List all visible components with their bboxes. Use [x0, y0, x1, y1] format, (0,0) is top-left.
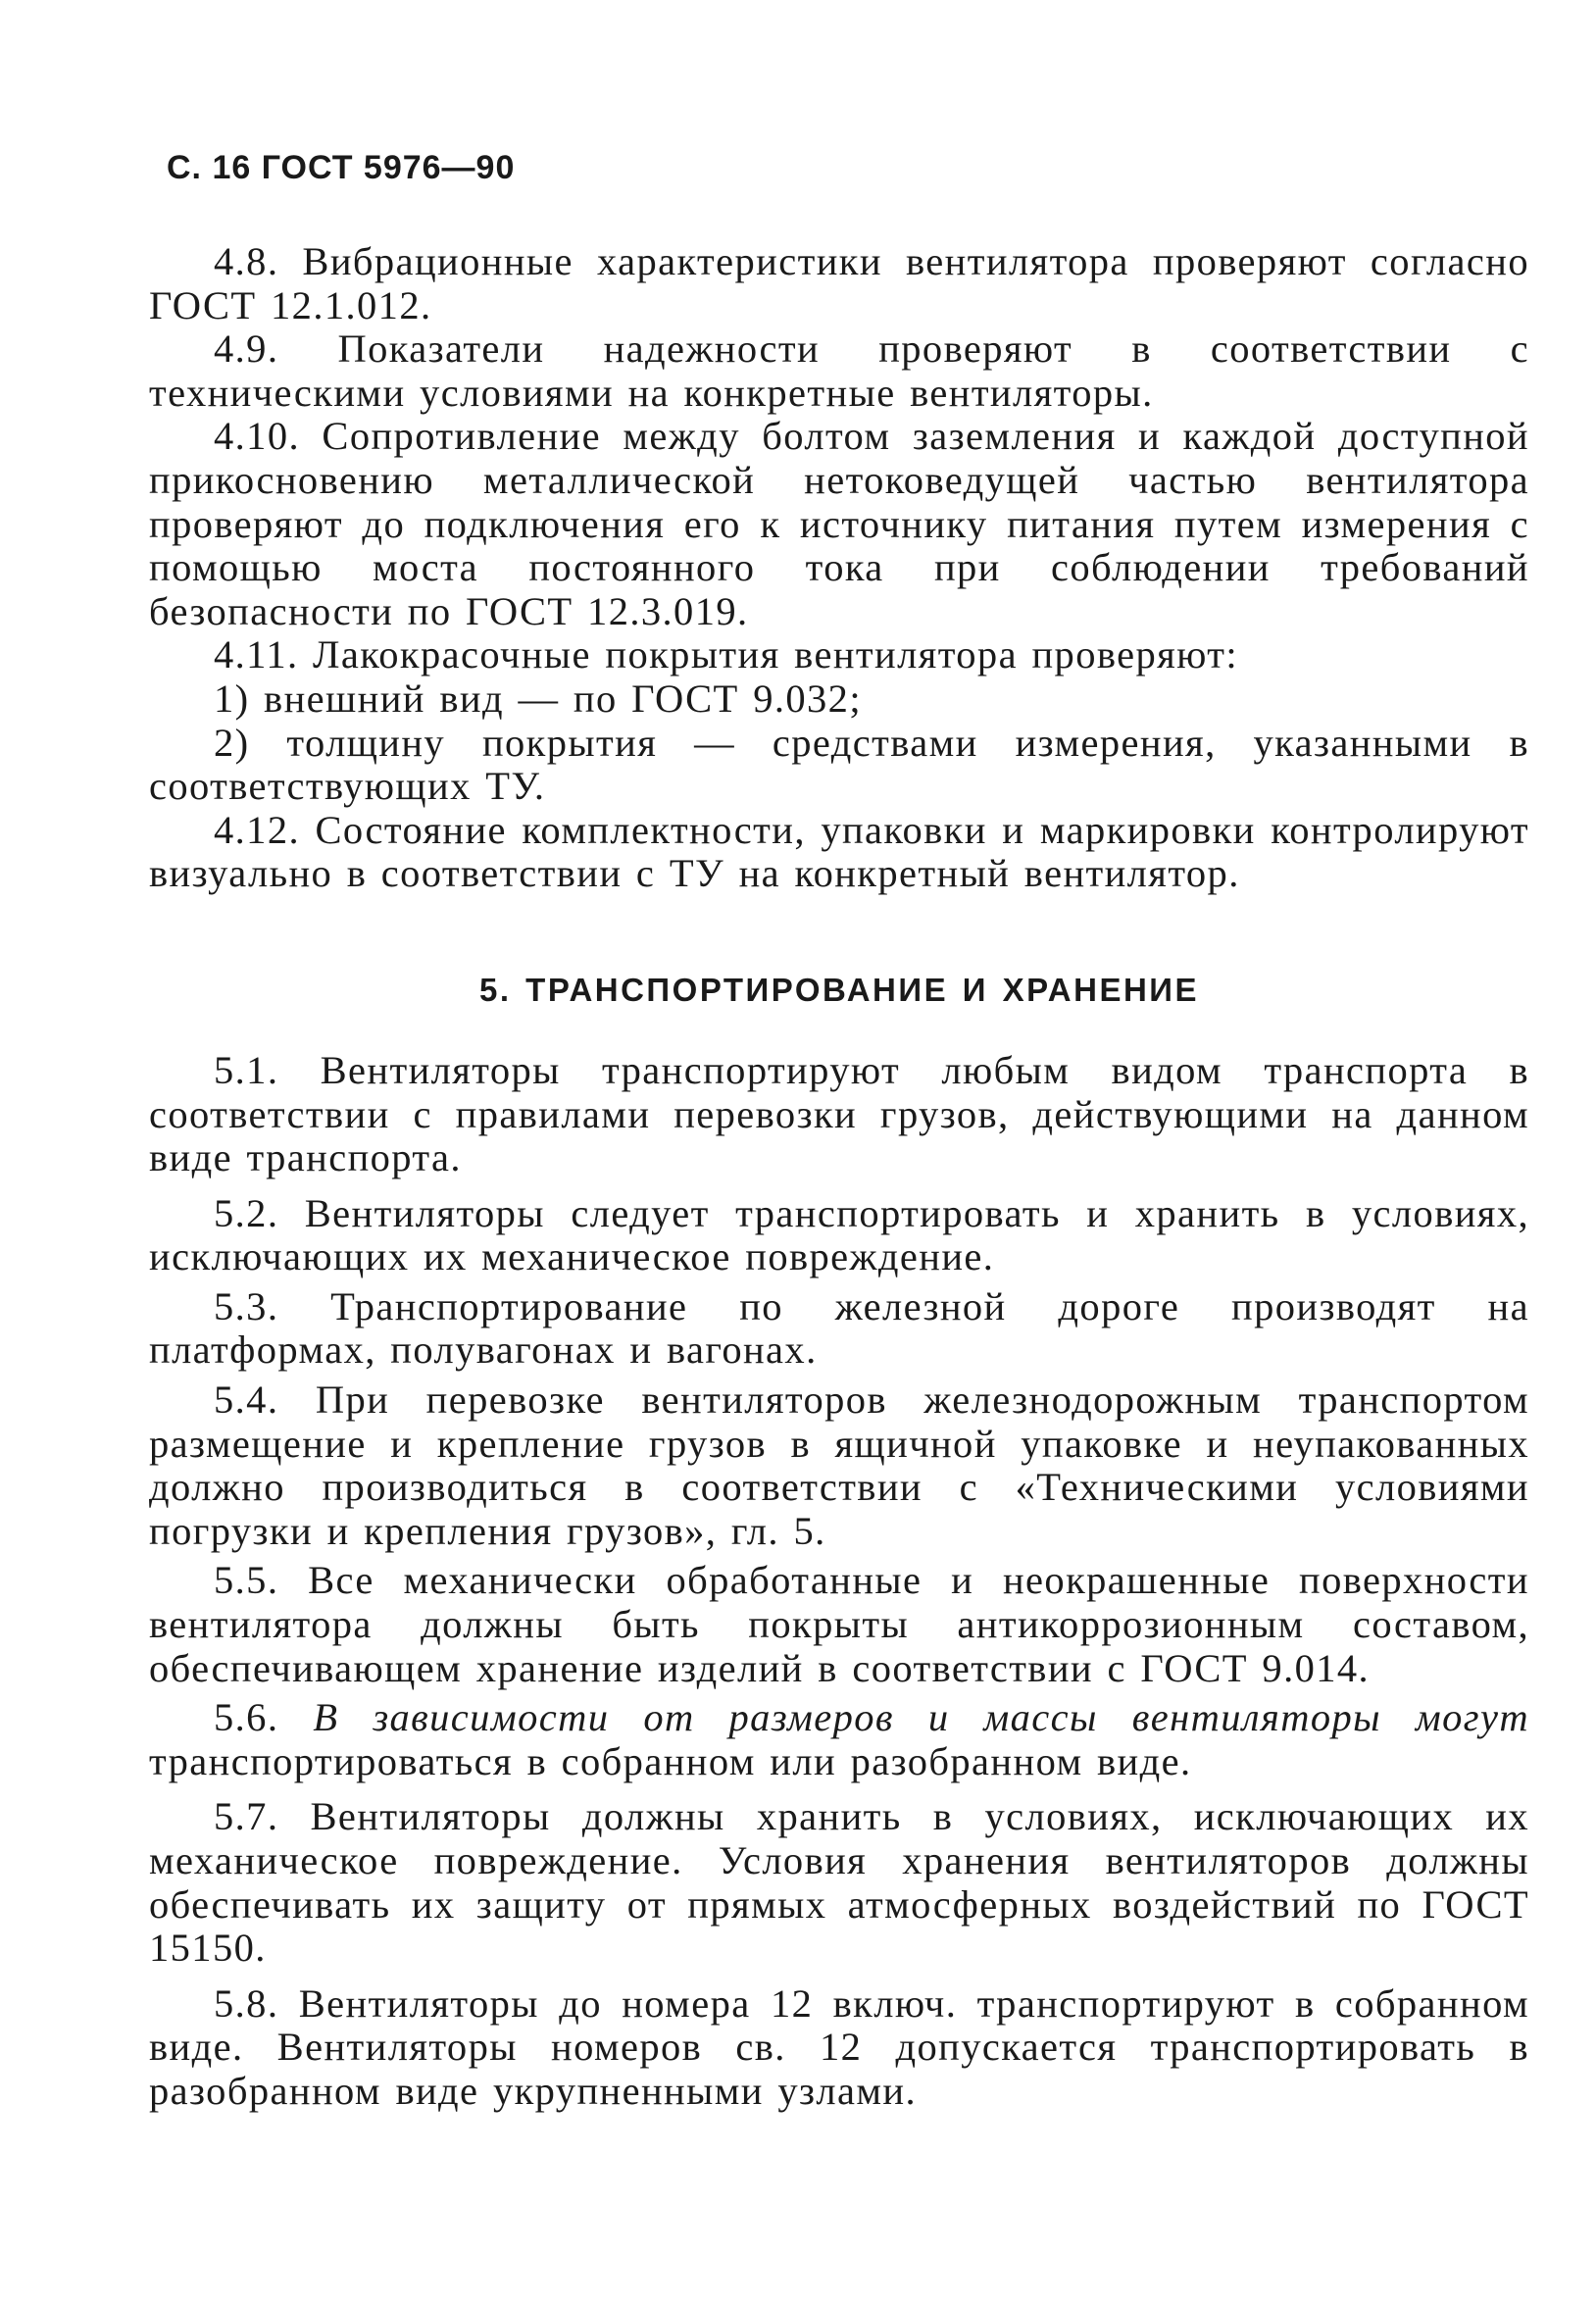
page-header: С. 16 ГОСТ 5976—90: [167, 149, 516, 186]
paragraph-4-11-item-2: 2) толщину покрытия — средствами измерения, указанными в соответствующих ТУ.: [149, 720, 1529, 809]
section-5-heading: 5. ТРАНСПОРТИРОВАНИЕ И ХРАНЕНИЕ: [478, 971, 1200, 1008]
paragraph-5-2: 5.2. Вентиляторы следует транспортировать и хранить в условиях, исключающих их механическое повреждение.: [149, 1190, 1529, 1279]
paragraph-5-1: 5.1. Вентиляторы транспортируют любым видом транспорта в соответствии с правилами перевозки грузов, действующими на данном виде транспорта.: [149, 1047, 1529, 1180]
paragraph-5-6-number: 5.6.: [214, 1695, 279, 1740]
paragraph-5-6-italic: В зависимости от размеров и массы вентиляторы могут: [313, 1695, 1529, 1740]
section-4-content: [149, 240, 1529, 896]
paragraph-4-11: 4.11. Лакокрасочные покрытия вентилятора проверяют:: [214, 632, 1239, 677]
paragraph-5-5: 5.5. Все механически обработанные и неокрашенные поверхности вентилятора должны быть покрыты антикоррозионным составом, обеспечивающем хранение изделий в соответствии с ГОСТ 9.014.: [149, 1558, 1529, 1690]
paragraph-5-7: 5.7. Вентиляторы должны хранить в условиях, исключающих их механическое повреждение. Условия хранения вентиляторов должны обеспечивать их защиту от прямых атмосферных воздействий по ГОСТ 15150.: [149, 1794, 1529, 1971]
paragraph-4-9: 4.9. Показатели надежности проверяют в соответствии с техническими условиями на конкретные вентиляторы.: [149, 326, 1529, 415]
paragraph-4-11-item-1: 1) внешний вид — по ГОСТ 9.032;: [214, 676, 862, 721]
paragraph-5-4: 5.4. При перевозке вентиляторов железнодорожным транспортом размещение и крепление грузов в ящичной упаковке и неупакованных должно производиться в соответствии с «Техническими условиями погрузки и крепления грузов», гл. 5.: [149, 1377, 1529, 1553]
section-5-content: [149, 1049, 1529, 2114]
document-body: [149, 240, 1529, 2120]
paragraph-5-6: [149, 1696, 1529, 1783]
paragraph-4-12: 4.12. Состояние комплектности, упаковки и маркировки контролируют визуально в соответствии с ТУ на конкретный вентилятор.: [149, 807, 1529, 896]
paragraph-4-8: 4.8. Вибрационные характеристики вентилятора проверяют согласно ГОСТ 12.1.012.: [149, 239, 1529, 327]
paragraph-5-8: 5.8. Вентиляторы до номера 12 включ. транспортируют в собранном виде. Вентиляторы номеров св. 12 допускается транспортировать в разобранном виде укрупненными узлами.: [149, 1980, 1529, 2113]
paragraph-5-3: 5.3. Транспортирование по железной дороге производят на платформах, полувагонах и вагонах.: [149, 1283, 1529, 1373]
paragraph-5-6-rest: транспортироваться в собранном или разобранном виде.: [149, 1738, 1192, 1783]
paragraph-4-10: 4.10. Сопротивление между болтом заземления и каждой доступной прикосновению металлической нетоковедущей частью вентилятора проверяют до подключения его к источнику питания путем измерения с помощью моста постоянного тока при соблюдении требований безопасности по ГОСТ 12.3.019.: [149, 414, 1529, 633]
